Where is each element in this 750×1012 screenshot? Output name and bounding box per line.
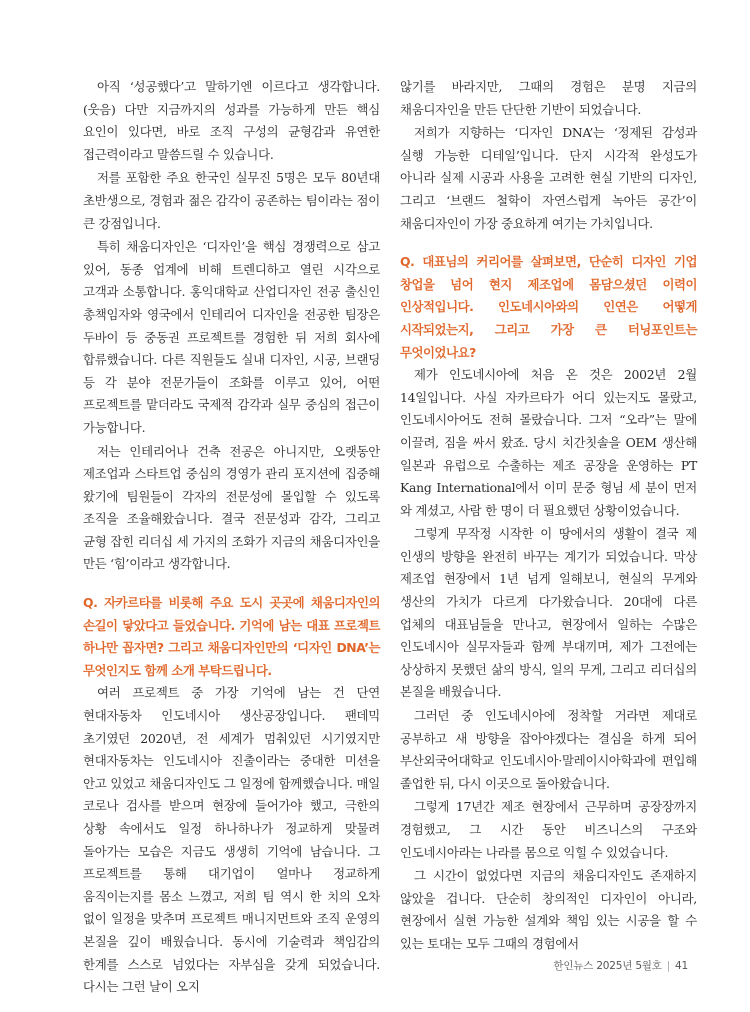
body-paragraph: 제가 인도네시아에 처음 온 것은 2002년 2월 14일입니다. 사실 자카르타가 어디 있는지도 몰랐고, 인도네시아어도 전혀 몰랐습니다. 그저 “오라”는 말에 이끌려, 짐을 싸서 왔죠. 당시 치간칫솔을 OEM 생산해 일본과 유럽으로 수출하는 제조 공장을 운영하는 PT Kang International에서 이미 문중 형님 세 분이 먼저 와 계셨고, 사람 한 명이 더 필요했던 상황이었습니다. <box>400 367 697 518</box>
body-paragraph: 아직 ‘성공했다’고 말하기엔 이르다고 생각합니다. (웃음) 다만 지금까지의 성과를 가능하게 만든 핵심 요인이 있다면, 바로 조직 구성의 균형감과 유연한 접근력이라고 말씀드릴 수 있습니다. <box>83 79 380 162</box>
body-paragraph: 그 시간이 없었다면 지금의 채움디자인도 존재하지 않았을 겁니다. 단순히 창의적인 디자인이 아니라, 현장에서 실현 가능한 설계와 책임 있는 시공을 할 수 있는 토대는 모두 그때의 경험에서 <box>400 868 697 951</box>
interview-question: Q. 자카르타를 비롯해 주요 도시 곳곳에 채움디자인의 손길이 닿았다고 들었습니다. 기억에 남는 대표 프로젝트 하나만 꼽자면? 그리고 채움디자인만의 ‘디자인 DNA’는 무엇인지도 함께 소개 부탁드립니다. <box>83 595 380 678</box>
body-paragraph: 저는 인테리어나 건축 전공은 아니지만, 오랫동안 제조업과 스타트업 중심의 경영가 관리 포지션에 집중해 왔기에 팀원들이 각자의 전문성에 몰입할 수 있도록 조직을 조율해왔습니다. 결국 전문성과 감각, 그리고 균형 잡힌 리더십 세 가지의 조화가 지금의 채움디자인을 만든 ‘힘’이라고 생각합니다. <box>83 443 380 572</box>
interview-question: Q. 대표님의 커리어를 살펴보면, 단순히 디자인 기업 창업을 넘어 현지 제조업에 몸담으셨던 이력이 인상적입니다. 인도네시아와의 인연은 어떻게 시작되었는지, 그리고 가장 큰 터닝포인트는 무엇이었나요? <box>400 254 697 360</box>
body-paragraph: 그렇게 17년간 제조 현장에서 근무하며 공장장까지 경험했고, 그 시간 동안 비즈니스의 구조와 인도네시아라는 나라를 몸으로 익힐 수 있었습니다. <box>400 799 697 860</box>
body-paragraph: 않기를 바라지만, 그때의 경험은 분명 지금의 채움디자인을 만든 단단한 기반이 되었습니다. <box>400 79 697 117</box>
body-paragraph: 저희가 지향하는 ‘디자인 DNA’는 ‘정제된 감성과 실행 가능한 디테일’입니다. 단지 시각적 완성도가 아니라 실제 시공과 사용을 고려한 현실 기반의 디자인, 그리고 ‘브랜드 철학이 자연스럽게 녹아든 공간’이 채움디자인이 가장 중요하게 여기는 가치입니다. <box>400 125 697 231</box>
footer-separator: | <box>666 960 671 972</box>
body-paragraph: 특히 채움디자인은 ‘디자인’을 핵심 경쟁력으로 삼고 있어, 동종 업계에 비해 트렌디하고 열린 시각으로 고객과 소통합니다. 홍익대학교 산업디자인 전공 출신인 총책임자와 영국에서 인테리어 디자인을 전공한 팀장은 두바이 등 중동권 프로젝트를 경험한 뒤 저희 회사에 합류했습니다. 다른 직원들도 실내 디자인, 시공, 브랜딩 등 각 분야 전문가들이 조화를 이루고 있어, 어떤 프로젝트를 맡더라도 국제적 감각과 실무 중심의 접근이 가능합니다. <box>83 239 380 435</box>
body-paragraph: 저를 포함한 주요 한국인 실무진 5명은 모두 80년대 초반생으로, 경험과 젊은 감각이 공존하는 팀이라는 점이 큰 강점입니다. <box>83 170 380 231</box>
page-footer <box>553 958 688 973</box>
body-paragraph: 여러 프로젝트 중 가장 기억에 남는 건 단연 현대자동차 인도네시아 생산공장입니다. 팬데믹 초기였던 2020년, 전 세계가 멈춰있던 시기였지만 현대자동차는 인도네시아 진출이라는 중대한 미션을 안고 있었고 채움디자인도 그 일정에 함께했습니다. 매일 코로나 검사를 받으며 현장에 들어가야 했고, 극한의 상황 속에서도 일정 하나하나가 정교하게 맞물려 돌아가는 모습은 지금도 생생히 기억에 남습니다. 그 프로젝트를 통해 대기업이 얼마나 정교하게 움직이는지를 몸소 느꼈고, 저희 팀 역시 한 치의 오차 없이 일정을 맞추며 프로젝트 매니지먼트와 조직 운영의 본질을 깊이 배웠습니다. 동시에 기술력과 책임감의 한계를 스스로 넘었다는 자부심을 갖게 되었습니다. 다시는 그런 날이 오지 <box>83 685 380 995</box>
left-column <box>83 76 380 1000</box>
body-paragraph: 그러던 중 인도네시아에 정착할 거라면 제대로 공부하고 새 방향을 잡아야겠다는 결심을 하게 되어 부산외국어대학교 인도네시아·말레이시아학과에 편입해 졸업한 뒤, 다시 이곳으로 돌아왔습니다. <box>400 708 697 791</box>
page-number: 41 <box>675 960 688 972</box>
footer-publication: 한인뉴스 2025년 5월호 <box>553 960 662 972</box>
body-paragraph: 그렇게 무작정 시작한 이 땅에서의 생활이 결국 제 인생의 방향을 완전히 바꾸는 계기가 되었습니다. 막상 제조업 현장에서 1년 넘게 일해보니, 현실의 무게와 생산의 가치가 다르게 다가왔습니다. 20대에 다른 업체의 대표님들을 만나고, 현장에서 일하는 수많은 인도네시아 실무자들과 함께 부대끼며, 제가 그전에는 상상하지 못했던 삶의 방식, 일의 무게, 그리고 리더십의 본질을 배웠습니다. <box>400 526 697 700</box>
right-column <box>400 76 697 957</box>
